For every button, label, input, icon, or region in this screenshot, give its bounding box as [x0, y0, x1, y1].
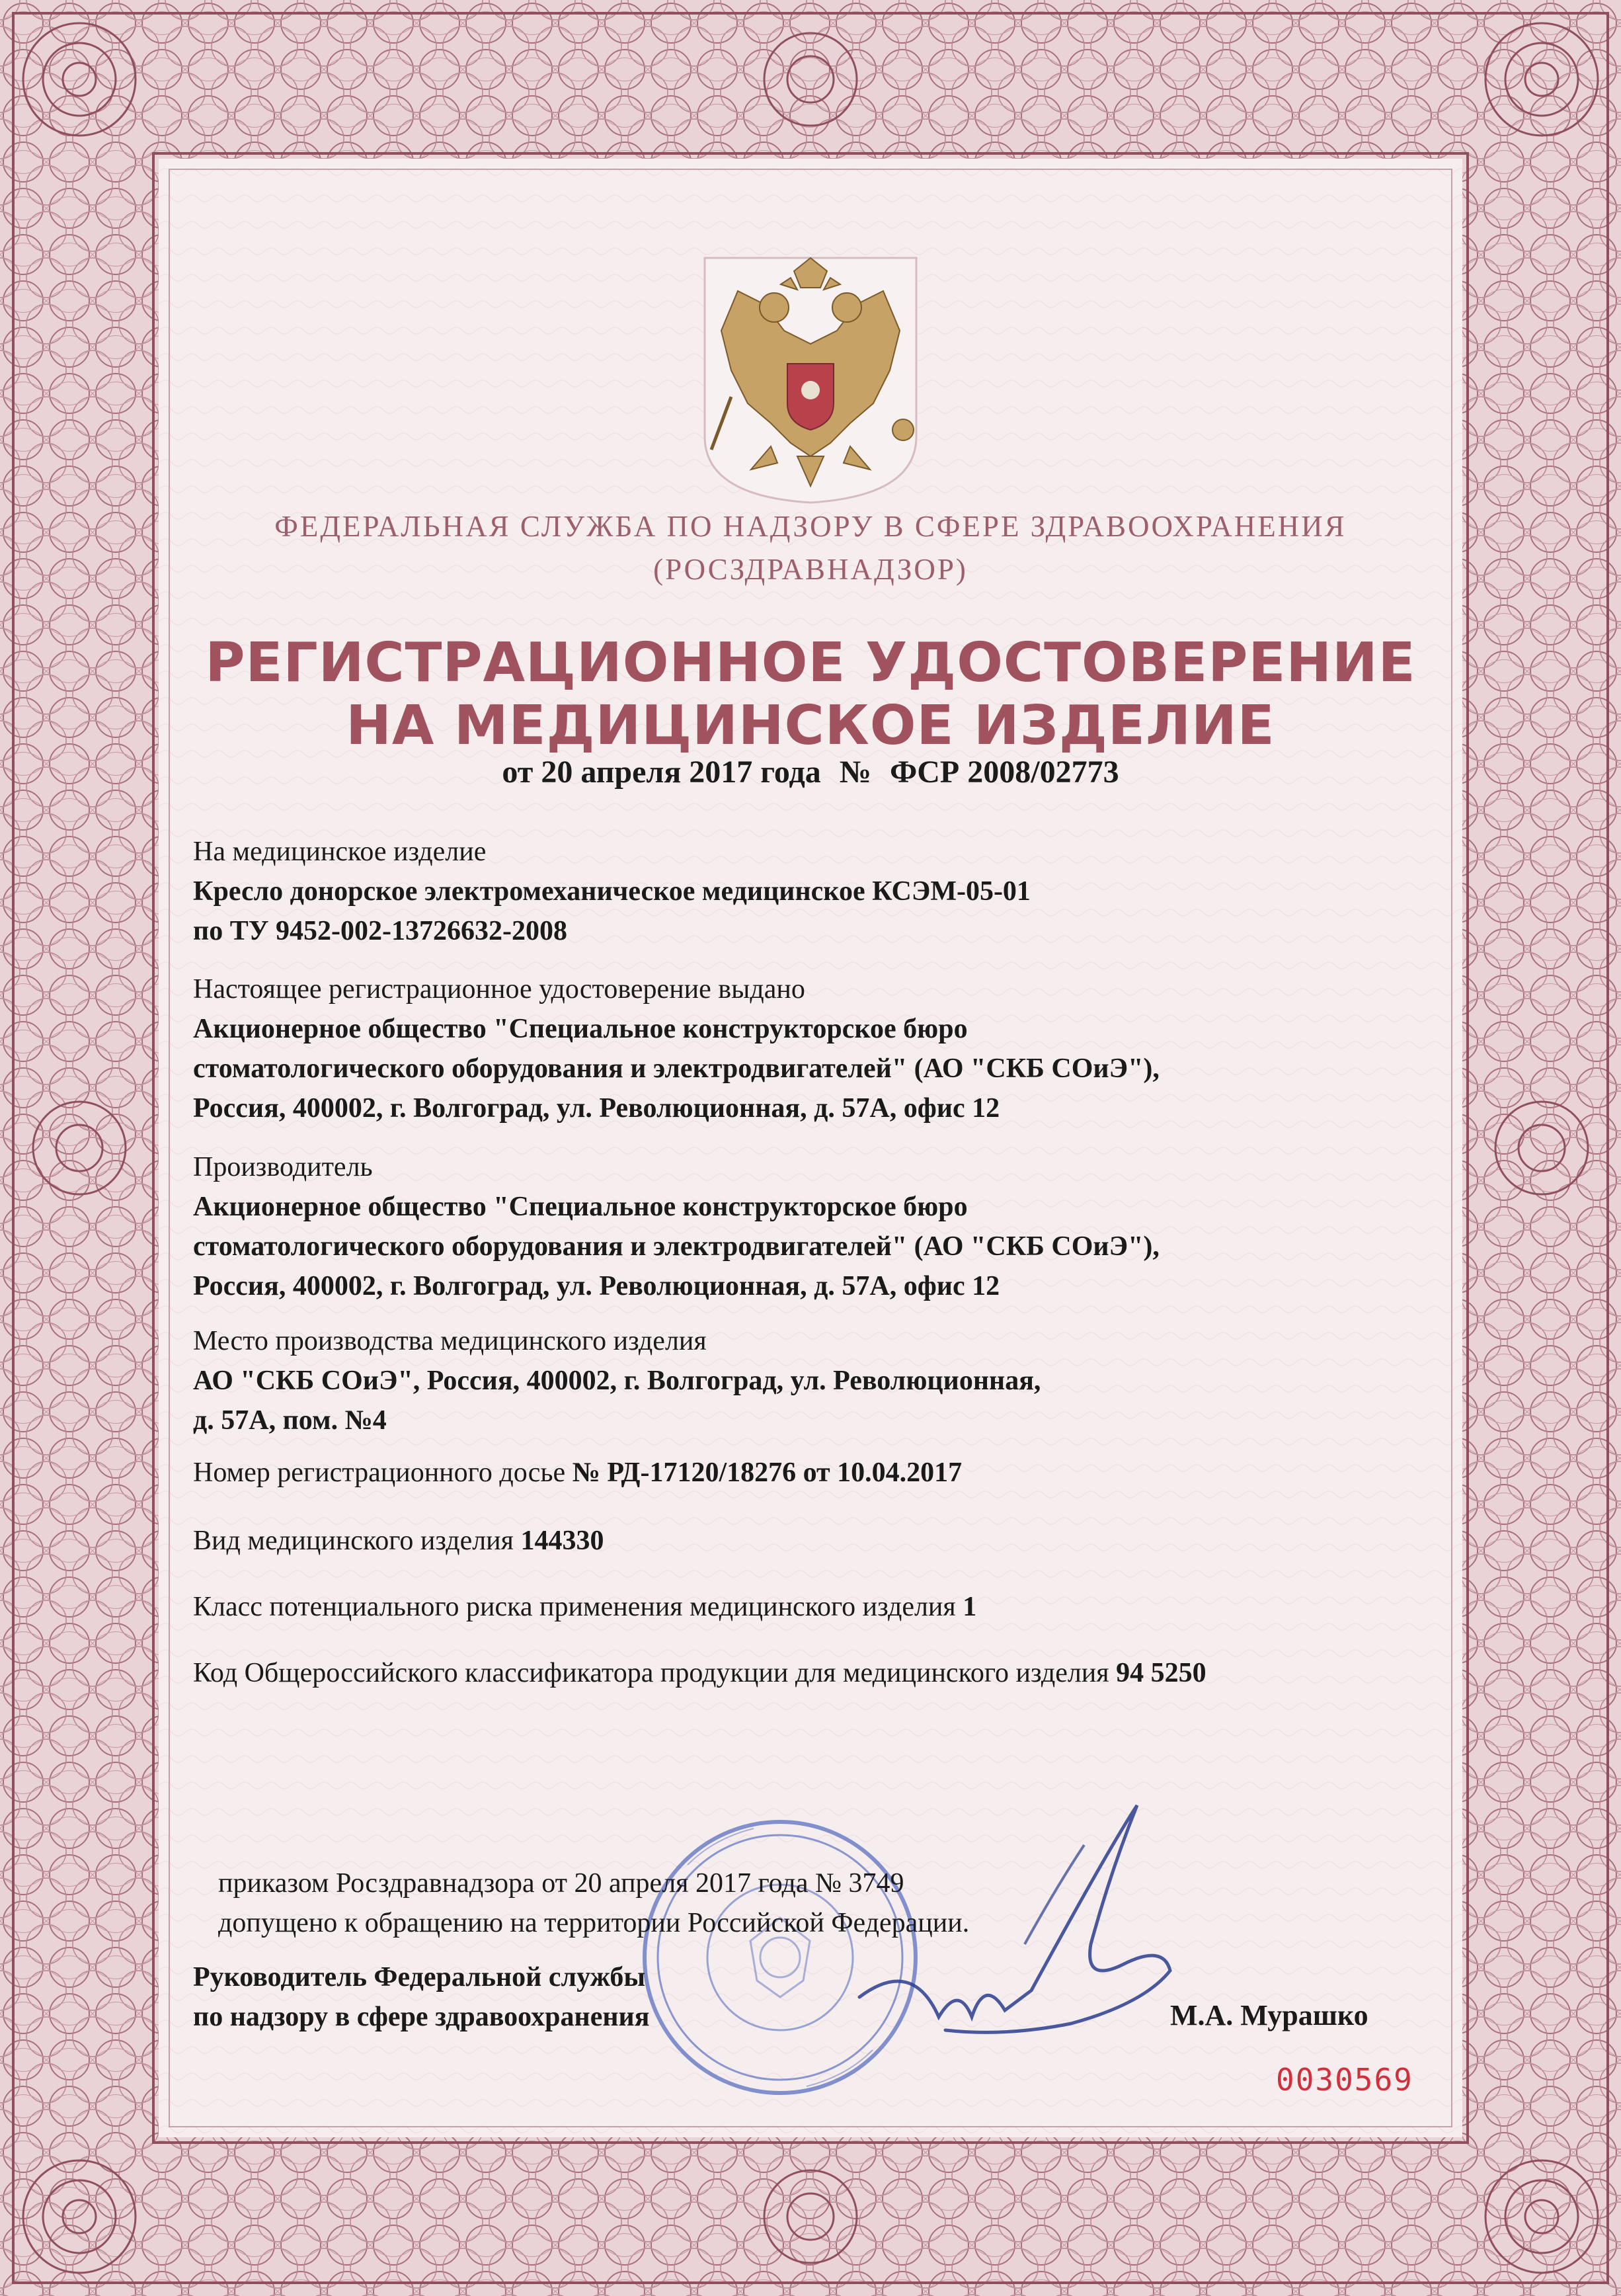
manufacturer-line3: Россия, 400002, г. Волгоград, ул. Революционная, д. 57А, офис 12 — [193, 1271, 1000, 1301]
document-title-line2: НА МЕДИЦИНСКОЕ ИЗДЕЛИЕ — [346, 694, 1275, 757]
production-site-label: Место производства медицинского изделия — [193, 1326, 707, 1356]
order-line2: допущено к обращению на территории Российской Федерации. — [218, 1908, 970, 1938]
order-line1: приказом Росздравнадзора от 20 апреля 2017 года № 3749 — [218, 1868, 904, 1899]
okp-code-row — [193, 1653, 1515, 1693]
device-type-label: Вид медицинского изделия — [193, 1526, 514, 1556]
issued-to-line2: стоматологического оборудования и электродвигателей" (АО "СКБ СОиЭ"), — [193, 1053, 1160, 1084]
number-sign: № — [839, 755, 872, 790]
document-title-line1: РЕГИСТРАЦИОННОЕ УДОСТОВЕРЕНИЕ — [205, 632, 1416, 694]
certificate-number: ФСР 2008/02773 — [890, 755, 1119, 790]
production-site-section — [193, 1321, 1515, 1440]
order-statement — [218, 1864, 1342, 1943]
agency-abbreviation: (РОСЗДРАВНАДЗОР) — [653, 553, 968, 586]
issued-to-line1: Акционерное общество "Специальное конструкторское бюро — [193, 1014, 968, 1044]
manufacturer-section — [193, 1147, 1515, 1306]
device-name: Кресло донорское электромеханическое медицинское КСЭМ-05-01 — [193, 876, 1031, 907]
manufacturer-line1: Акционерное общество "Специальное конструкторское бюро — [193, 1192, 968, 1222]
signatory-position-line2: по надзору в сфере здравоохранения — [193, 2002, 650, 2032]
issued-to-line3: Россия, 400002, г. Волгоград, ул. Революционная, д. 57А, офис 12 — [193, 1093, 1000, 1124]
risk-class-row — [193, 1587, 1515, 1627]
certificate-date: от 20 апреля 2017 года — [502, 755, 821, 790]
device-type-value: 144330 — [520, 1526, 604, 1556]
issued-to-label: Настоящее регистрационное удостоверение выдано — [193, 974, 805, 1004]
dossier-row — [193, 1453, 1515, 1493]
device-spec: по ТУ 9452-002-13726632-2008 — [193, 916, 567, 946]
signatory-name: М.А. Мурашко — [1170, 1999, 1368, 2031]
dossier-label: Номер регистрационного досье — [193, 1457, 566, 1488]
issued-to-section — [193, 969, 1515, 1128]
risk-class-value: 1 — [963, 1592, 977, 1622]
signatory-position — [193, 1957, 788, 2037]
certificate-date-number — [0, 754, 1621, 790]
okp-code-value: 94 5250 — [1116, 1658, 1206, 1688]
production-site-line2: д. 57А, пом. №4 — [193, 1405, 387, 1436]
production-site-line1: АО "СКБ СОиЭ", Россия, 400002, г. Волгоград, ул. Революционная, — [193, 1366, 1041, 1396]
coat-of-arms-emblem — [705, 258, 916, 503]
manufacturer-label: Производитель — [193, 1152, 373, 1182]
risk-class-label: Класс потенциального риска применения медицинского изделия — [193, 1592, 956, 1622]
agency-name: ФЕДЕРАЛЬНАЯ СЛУЖБА ПО НАДЗОРУ В СФЕРЕ ЗДРАВООХРАНЕНИЯ — [274, 510, 1347, 543]
device-section — [193, 832, 1515, 951]
device-label: На медицинское изделие — [193, 837, 487, 867]
signatory-position-line1: Руководитель Федеральной службы — [193, 1962, 646, 1992]
serial-number: 0030569 — [1276, 2062, 1413, 2098]
manufacturer-line2: стоматологического оборудования и электродвигателей" (АО "СКБ СОиЭ"), — [193, 1231, 1160, 1262]
okp-code-label: Код Общероссийского классификатора продукции для медицинского изделия — [193, 1658, 1109, 1688]
dossier-value: № РД-17120/18276 от 10.04.2017 — [572, 1457, 963, 1488]
device-type-row — [193, 1521, 1515, 1561]
